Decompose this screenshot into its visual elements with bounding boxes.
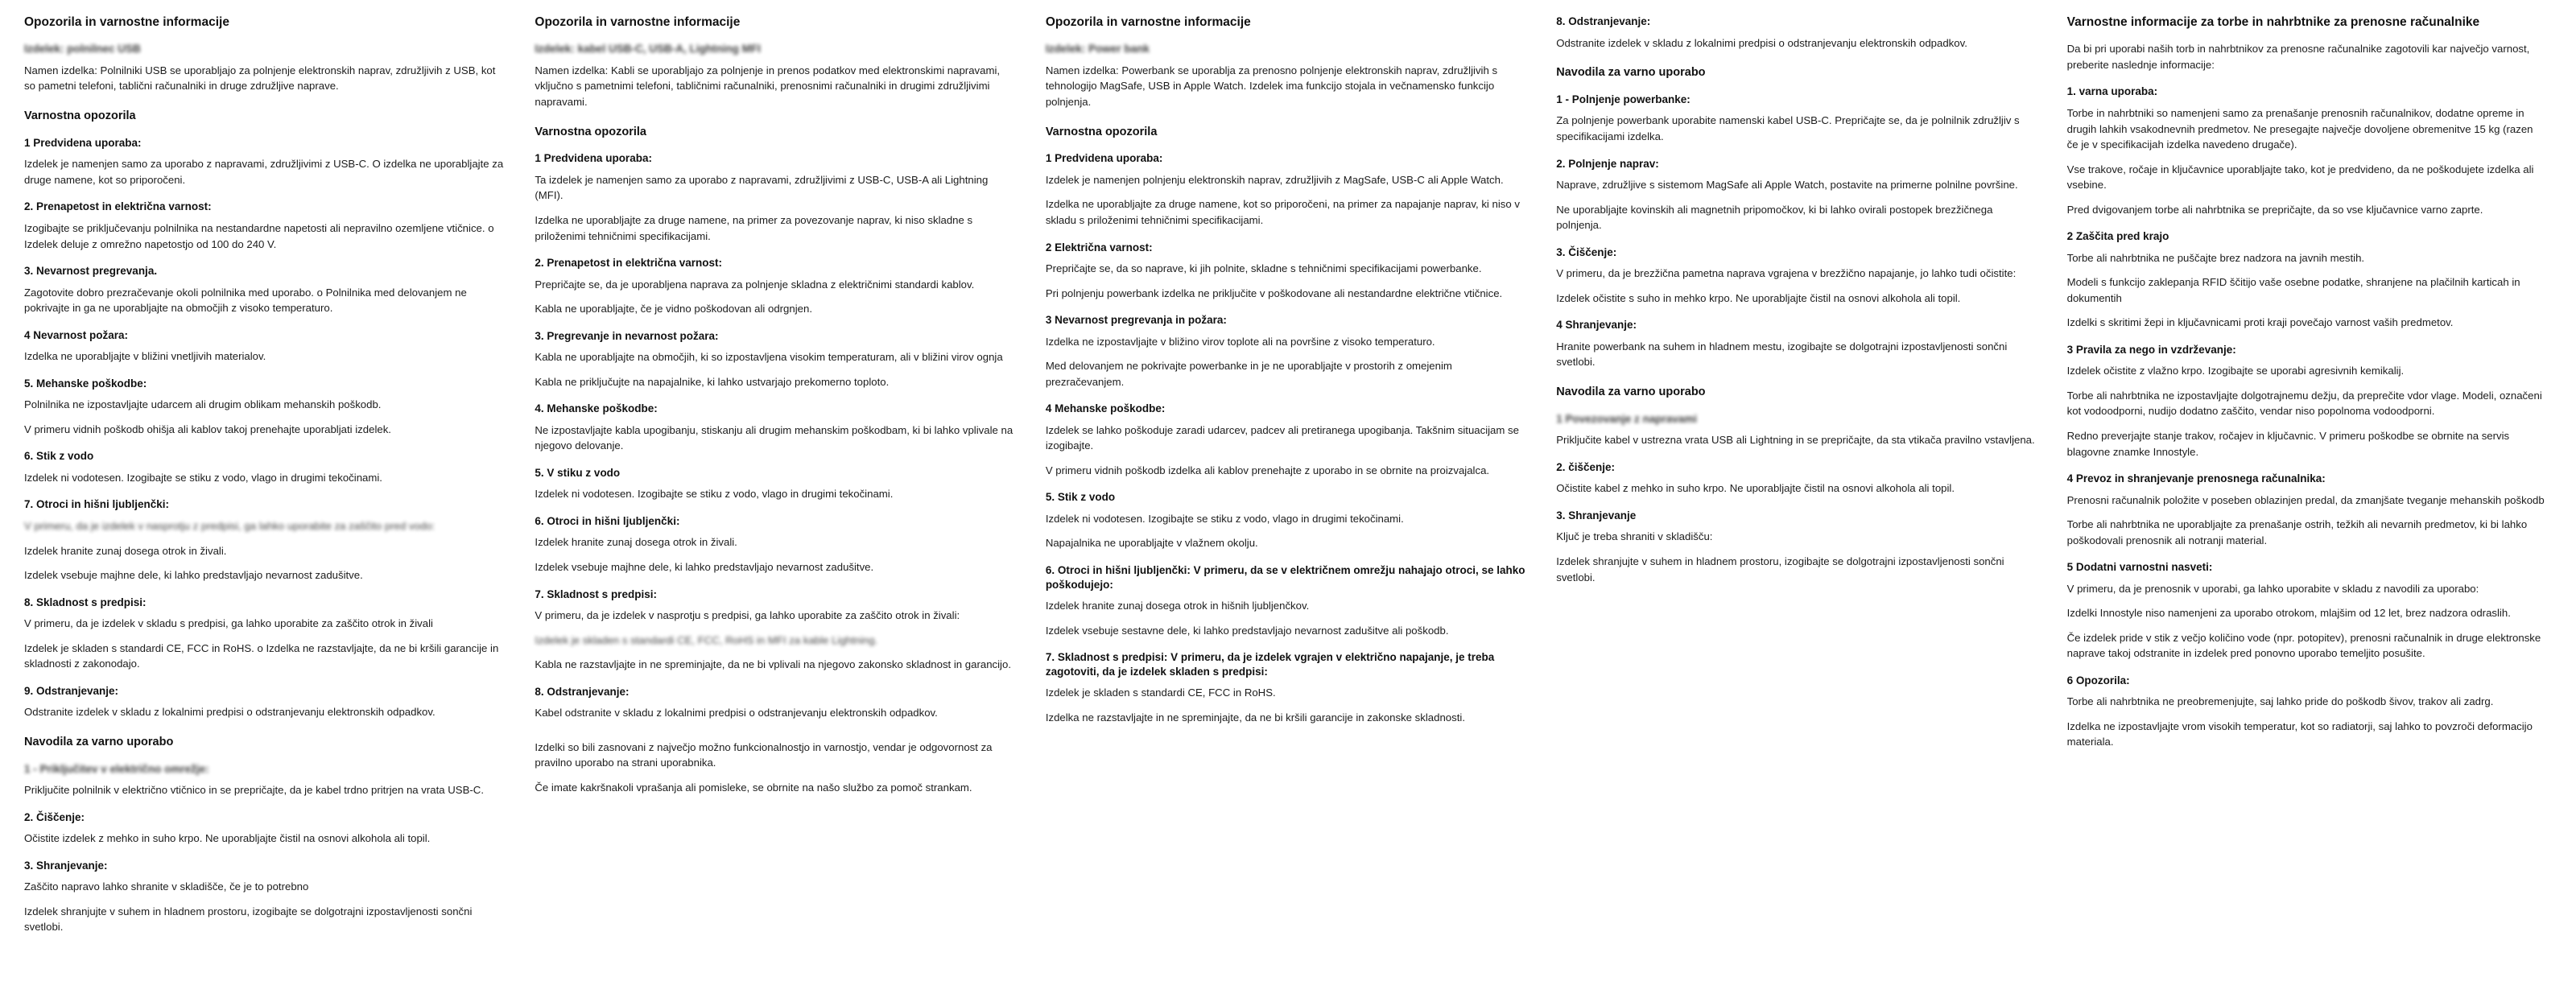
- section-paragraph: Polnilnika ne izpostavljajte udarcem ali drugim oblikam mehanskih poškodb.: [24, 398, 382, 411]
- column-powerbank-continued: [1543, 14, 2054, 1006]
- section-heading: 5. Stik z vodo: [1045, 491, 1116, 504]
- section-paragraph: Izdelek hranite zunaj dosega otrok in živali.: [535, 536, 737, 549]
- section-heading: 5. Mehanske poškodbe:: [24, 377, 147, 390]
- section-paragraph: Odstranite izdelek v skladu z lokalnimi predpisi o odstranjevanju elektronskih odpadkov.: [24, 706, 436, 719]
- section-heading: 6. Stik z vodo: [24, 450, 94, 463]
- section-paragraph: Izdelek je namenjen polnjenju elektronskih naprav, združljivih z MagSafe, USB-C ali Apple Watch.: [1045, 173, 1504, 186]
- section-paragraph: Izdelka ne razstavljajte in ne spreminjajte, da ne bi kršili garancije in zakonske skladnosti.: [1045, 711, 1465, 724]
- warnings-heading: Varnostna opozorila: [535, 125, 646, 138]
- section-heading: 6 Opozorila:: [2066, 674, 2130, 686]
- usage-heading-item: 1 - Priključitev v električno omrežje:: [24, 762, 209, 775]
- section-paragraph: Izogibajte se priključevanju polnilnika na nestandardne napetosti ali nepravilno ozemljene vtičnice. o Izdelek deluje z omrežno napetostjo od 100 do 240 V.: [24, 221, 494, 250]
- section-paragraph: Izdelek vsebuje majhne dele, ki lahko predstavljajo nevarnost zadušitve.: [24, 569, 363, 582]
- usage-paragraph: Za polnjenje powerbank uporabite namenski kabel USB-C. Prepričajte se, da je polnilnik združljiv s specifikacijami izdelka.: [1556, 114, 2020, 142]
- section-paragraph: Izdelek ni vodotesen. Izogibajte se stiku z vodo, vlago in drugimi tekočinami.: [1045, 512, 1404, 525]
- section-paragraph: V primeru, da je prenosnik v uporabi, ga lahko uporabite v skladu z navodili za uporabo:: [2066, 582, 2479, 595]
- column-cables: [522, 14, 1032, 1006]
- product-purpose: Namen izdelka: Polnilniki USB se uporabljajo za polnjenje elektronskih naprav, združljivih z USB, kot so pametni telefoni, tablični računalniki in druge združljive naprave.: [24, 64, 496, 93]
- section-heading: 7. Otroci in hišni ljubljenčki:: [24, 498, 170, 511]
- usage-heading: Navodila za varno uporabo: [24, 735, 174, 748]
- usage-paragraph: V primeru, da je brezžična pametna naprava vgrajena v brezžično napajanje, jo lahko tudi očistite:: [1556, 267, 2017, 280]
- section-paragraph: Torbe ali nahrbtnika ne puščajte brez nadzora na javnih mestih.: [2066, 251, 2365, 264]
- section-paragraph: Izdelki Innostyle niso namenjeni za uporabo otrokom, mlajšim od 12 let, brez nadzora odraslih.: [2066, 607, 2511, 620]
- usage-paragraph: Naprave, združljive s sistemom MagSafe ali Apple Watch, postavite na primerne polnilne površine.: [1556, 179, 2018, 192]
- section-paragraph: Odstranite izdelek v skladu z lokalnimi predpisi o odstranjevanju elektronskih odpadkov.: [1556, 36, 1967, 49]
- section-paragraph: Izdelka ne uporabljajte za druge namene, kot so priporočeni, na primer za napajanje naprav, ki niso v skladu s priloženimi tehničnimi specifikacijami.: [1045, 198, 1520, 226]
- closing-paragraph: Izdelki so bili zasnovani z največjo možno funkcionalnostjo in varnostjo, vendar je odgovornost za pravilno uporabo na strani uporabnika.: [535, 740, 993, 769]
- section-paragraph: Izdelek vsebuje sestavne dele, ki lahko predstavljajo nevarnost zadušitve ali poškodb.: [1045, 624, 1449, 637]
- section-paragraph: Izdelek je namenjen samo za uporabo z napravami, združljivimi z USB-C. O izdelka ne uporabljajte za druge namene, kot so priporočeni.: [24, 158, 504, 186]
- section-heading: 2. Prenapetost in električna varnost:: [535, 257, 722, 270]
- section-heading: 7. Skladnost s predpisi: V primeru, da je izdelek vgrajen v električno napajanje, je treba zagotoviti, da je izdelek skladen s predpisi:: [1045, 651, 1495, 678]
- usage-heading-item: 2. Polnjenje naprav:: [1556, 157, 1659, 170]
- usage-paragraph: Priključite kabel v ustrezna vrata USB ali Lightning in se prepričajte, da sta vtikača pravilno vstavljena.: [1556, 434, 2035, 447]
- section-paragraph: Izdelek ni vodotesen. Izogibajte se stiku z vodo, vlago in drugimi tekočinami.: [535, 488, 894, 501]
- section-heading: 4 Nevarnost požara:: [24, 328, 129, 341]
- section-heading: 9. Odstranjevanje:: [24, 684, 119, 697]
- warnings-heading: Varnostna opozorila: [1045, 125, 1158, 138]
- section-paragraph: Izdelek vsebuje majhne dele, ki lahko predstavljajo nevarnost zadušitve.: [535, 561, 874, 574]
- usage-paragraph: Ne uporabljajte kovinskih ali magnetnih pripomočkov, ki bi lahko ovirali postopek brezžičnega polnjenja.: [1556, 203, 1993, 232]
- usage-paragraph: Izdelek očistite s suho in mehko krpo. Ne uporabljajte čistil na osnovi alkohola ali topil.: [1556, 291, 1961, 304]
- usage-paragraph: Očistite izdelek z mehko in suho krpo. Ne uporabljajte čistil na osnovi alkohola ali topil.: [24, 832, 431, 845]
- section-heading: 3. Nevarnost pregrevanja.: [24, 265, 158, 278]
- usage-paragraph: Izdelek shranjujte v suhem in hladnem prostoru, izogibajte se dolgotrajni izpostavljenosti sončni svetlobi.: [24, 905, 473, 934]
- section-paragraph: Prepričajte se, da so naprave, ki jih polnite, skladne s tehničnimi specifikacijami powerbanke.: [1045, 262, 1482, 275]
- section-paragraph: Izdelek hranite zunaj dosega otrok in živali.: [24, 544, 227, 557]
- section-heading: 5 Dodatni varnostni nasveti:: [2066, 561, 2213, 574]
- column-powerbank: [1033, 14, 1543, 1006]
- section-paragraph: Med delovanjem ne pokrivajte powerbanke in je ne uporabljajte v prostorih z omejenim prezračevanjem.: [1045, 360, 1452, 388]
- page-title: Varnostne informacije za torbe in nahrbtnike za prenosne računalnike: [2066, 15, 2480, 29]
- product-label: Izdelek: kabel USB-C, USB-A, Lightning MFI: [535, 43, 761, 56]
- section-heading: 1 Predvidena uporaba:: [24, 136, 142, 149]
- usage-paragraph: Izdelek shranjujte v suhem in hladnem prostoru, izogibajte se dolgotrajni izpostavljenosti sončni svetlobi.: [1556, 555, 2004, 583]
- section-paragraph: Vse trakove, ročaje in ključavnice uporabljajte tako, kot je predvideno, da ne poškodujete izdelka ali vsebine.: [2066, 163, 2534, 192]
- section-heading: 3 Pravila za nego in vzdrževanje:: [2066, 343, 2236, 356]
- section-paragraph: Ne izpostavljajte kabla upogibanju, stiskanju ali drugim mehanskim poškodbam, ki bi lahko vplivale na njegovo delovanje.: [535, 423, 1013, 452]
- section-heading: 8. Odstranjevanje:: [1556, 15, 1651, 27]
- section-paragraph: Izdelek ni vodotesen. Izogibajte se stiku z vodo, vlago in drugimi tekočinami.: [24, 471, 382, 484]
- section-paragraph: Torbe ali nahrbtnika ne izpostavljajte dolgotrajnemu dežju, da preprečite vdor vlage. Modeli, označeni kot vodoodporni, nudijo dodatno zaščito, vendar niso popolnoma vodoodporni.: [2066, 389, 2542, 418]
- section-paragraph: Torbe ali nahrbtnika ne uporabljajte za prenašanje ostrih, težkih ali nevarnih predmetov, ki bi lahko poškodovali prenosnik ali notranji material.: [2066, 518, 2528, 546]
- section-paragraph: V primeru, da je izdelek v nasprotju s predpisi, ga lahko uporabite za zaščito otrok in živali:: [535, 609, 960, 622]
- section-paragraph: Izdelek je skladen s standardi CE, FCC in RoHS. o Izdelka ne razstavljajte, da ne bi kršili garancije in skladnosti z zakonodajo.: [24, 641, 499, 670]
- section-paragraph: Kabla ne razstavljajte in ne spreminjajte, da ne bi vplivali na njegovo zakonsko skladnost in garancijo.: [535, 658, 1011, 671]
- usage-paragraph: Očistite kabel z mehko in suho krpo. Ne uporabljajte čistil na osnovi alkohola ali topil.: [1556, 482, 1955, 495]
- product-label: Izdelek: polnilnec USB: [24, 43, 141, 56]
- product-purpose: Namen izdelka: Powerbank se uporablja za prenosno polnjenje elektronskih naprav, združljivih s tehnologijo MagSafe, USB in Apple Watch. Izdelek ima funkcijo stojala in večnamensko funkcijo polnjenja.: [1045, 64, 1498, 108]
- section-heading: 1 Predvidena uporaba:: [535, 152, 652, 165]
- section-paragraph: Prepričajte se, da je uporabljena naprava za polnjenje skladna z električnimi standardi kablov.: [535, 278, 975, 291]
- section-paragraph: Prenosni računalnik položite v poseben oblazinjen predal, da zmanjšate tveganje mehanskih poškodb: [2066, 493, 2545, 506]
- section-heading: 4 Mehanske poškodbe:: [1045, 402, 1166, 415]
- section-heading: 8. Odstranjevanje:: [535, 685, 630, 698]
- section-paragraph: Izdelek je skladen s standardi CE, FCC, RoHS in MFI za kable Lightning.: [535, 633, 878, 646]
- usage-heading-item: 3. Čiščenje:: [1556, 245, 1617, 258]
- usage-heading-item: 3. Shranjevanje:: [24, 859, 108, 872]
- section-paragraph: Pred dvigovanjem torbe ali nahrbtnika se prepričajte, da so vse ključavnice varno zaprte.: [2066, 203, 2483, 216]
- section-paragraph: Izdelek očistite z vlažno krpo. Izogibajte se uporabi agresivnih kemikalij.: [2066, 365, 2405, 377]
- section-heading: 3 Nevarnost pregrevanja in požara:: [1045, 314, 1227, 327]
- section-paragraph: V primeru, da je izdelek v skladu s predpisi, ga lahko uporabite za zaščito otrok in živali: [24, 617, 433, 630]
- section-heading: 2. Prenapetost in električna varnost:: [24, 200, 212, 213]
- usage-paragraph: Zaščito napravo lahko shranite v skladišče, če je to potrebno: [24, 880, 309, 893]
- column-usb-charger: [11, 14, 522, 1006]
- section-heading: 5. V stiku z vodo: [535, 466, 621, 479]
- section-paragraph: Kabla ne uporabljajte na območjih, ki so izpostavljena visokim temperaturam, ali v bližini virov ognja: [535, 351, 1003, 364]
- section-heading: 4. Mehanske poškodbe:: [535, 402, 658, 415]
- product-label: Izdelek: Power bank: [1045, 43, 1150, 56]
- section-heading: 7. Skladnost s predpisi:: [535, 588, 657, 600]
- section-paragraph: Kabla ne uporabljajte, če je vidno poškodovan ali odrgnjen.: [535, 303, 812, 315]
- section-paragraph: Modeli s funkcijo zaklepanja RFID ščitijo vaše osebne podatke, shranjene na plačilnih karticah in dokumentih: [2066, 276, 2520, 304]
- section-paragraph: V primeru vidnih poškodb izdelka ali kablov prenehajte z uporabo in se obrnite na proizvajalca.: [1045, 464, 1490, 476]
- closing-paragraph: Če imate kakršnakoli vprašanja ali pomislekе, se obrnite na našo službo za pomoč strankam.: [535, 781, 972, 794]
- section-paragraph: Izdelka ne uporabljajte v bližini vnetljivih materialov.: [24, 350, 266, 363]
- section-paragraph: Redno preverjajte stanje trakov, ročajev in ključavnic. V primeru poškodbe se obrnite na servis blagovne znamke Innostyle.: [2066, 429, 2510, 458]
- section-paragraph: Pri polnjenju powerbank izdelka ne priključite v poškodovane ali nestandardne električne vtičnice.: [1045, 287, 1503, 299]
- section-heading: 1 Predvidena uporaba:: [1045, 152, 1163, 165]
- section-paragraph: Napajalnika ne uporabljajte v vlažnem okolju.: [1045, 537, 1258, 550]
- section-heading: 1. varna uporaba:: [2066, 85, 2158, 98]
- column-backpacks: [2054, 14, 2565, 1006]
- section-heading: 6. Otroci in hišni ljubljenčki: V primeru, da se v električnem omrežju nahajajo otroci, se lahko poškodujejo:: [1045, 564, 1525, 591]
- section-paragraph: Izdelek je skladen s standardi CE, FCC in RoHS.: [1045, 686, 1276, 699]
- section-paragraph: Izdelek se lahko poškoduje zaradi udarcev, padcev ali pretiranega upogibanja. Takšnim situacijam se izogibajte.: [1045, 423, 1519, 452]
- intro-paragraph: Da bi pri uporabi naših torb in nahrbtnikov za prenosne računalnike zagotovili kar največjo varnost, preberite naslednje informacije:: [2066, 43, 2530, 71]
- section-paragraph: Torbe ali nahrbtnika ne preobremenjujte, saj lahko pride do poškodb šivov, trakov ali zadrg.: [2066, 695, 2494, 708]
- usage-paragraph: Hranite powerbank na suhem in hladnem mestu, izogibajte se dolgotrajni izpostavljenosti sončni svetlobi.: [1556, 340, 2008, 369]
- usage-heading-secondary: Navodila za varno uporabo: [1556, 385, 1706, 398]
- section-paragraph: V primeru, da je izdelek v nasprotju z predpisi, ga lahko uporabite za zaščito pred vodo:: [24, 519, 436, 532]
- page-title: Opozorila in varnostne informacije: [535, 15, 741, 29]
- product-purpose: Namen izdelka: Kabli se uporabljajo za polnjenje in prenos podatkov med elektronskimi napravami, vključno s pametnimi telefoni, tabličnimi računalniki, prenosnimi računalniki in drugimi združljivimi napravami.: [535, 64, 1001, 108]
- section-paragraph: Zagotovite dobro prezračevanje okoli polnilnika med uporabo. o Polnilnika med delovanjem ne pokrivajte in ga ne uporabljajte na območjih z visoko temperaturo.: [24, 286, 467, 315]
- section-heading: 8. Skladnost s predpisi:: [24, 596, 147, 608]
- usage-heading-item: 1 - Polnjenje powerbanke:: [1556, 93, 1690, 105]
- section-paragraph: Kabel odstranite v skladu z lokalnimi predpisi o odstranjevanju elektronskih odpadkov.: [535, 707, 938, 719]
- section-paragraph: Izdelki s skritimi žepi in ključavnicami proti kraji povečajo varnost vaših predmetov.: [2066, 316, 2454, 329]
- usage-heading-item: 3. Shranjevanje: [1556, 509, 1637, 522]
- section-heading: 3. Pregrevanje in nevarnost požara:: [535, 329, 719, 342]
- section-paragraph: Kabla ne priključujte na napajalnike, ki lahko ustvarjajo prekomerno toploto.: [535, 375, 890, 388]
- section-heading: 2 Zaščita pred krajo: [2066, 230, 2169, 243]
- usage-heading-item: 2. čiščenje:: [1556, 460, 1616, 473]
- usage-paragraph: Ključ je treba shraniti v skladišču:: [1556, 530, 1713, 543]
- section-paragraph: Izdelka ne izpostavljajte vrom visokih temperatur, kot so radiatorji, saj lahko to povzroči deformacijo materiala.: [2066, 719, 2533, 748]
- section-paragraph: Torbe in nahrbtniki so namenjeni samo za prenašanje prenosnih računalnikov, dodatne opreme in drugih lahkih vsakodnevnih predmetov. Ne presegajte največje dovoljene obremenitve 15 kg (razen če je v specifikacijah izdelka navedeno drugače).: [2066, 106, 2533, 151]
- section-paragraph: Ta izdelek je namenjen samo za uporabo z napravami, združljivimi z USB-C, USB-A ali Lightning (MFI).: [535, 173, 989, 202]
- section-paragraph: Izdelka ne uporabljajte za druge namene, na primer za povezovanje naprav, ki niso skladne s priloženimi tehničnimi specifikacijami.: [535, 213, 973, 242]
- section-heading: 4 Prevoz in shranjevanje prenosnega računalnika:: [2066, 472, 2326, 485]
- section-paragraph: V primeru vidnih poškodb ohišja ali kablov takoj prenehajte uporabljati izdelek.: [24, 423, 391, 435]
- warnings-heading: Varnostna opozorila: [24, 109, 136, 122]
- usage-heading-item: 2. Čiščenje:: [24, 810, 85, 823]
- usage-heading-item: 1 Povezovanje z napravami: [1556, 412, 1698, 425]
- section-paragraph: Če izdelek pride v stik z večjo količino vode (npr. potopitev), prenosni računalnik in druge elektronske naprave takoj odstranite in izdelek pred ponovno uporabo temeljito posušite.: [2066, 631, 2541, 660]
- section-paragraph: Izdelka ne izpostavljajte v bližino virov toplote ali na površine z visoko temperaturo.: [1045, 335, 1435, 348]
- section-paragraph: Izdelek hranite zunaj dosega otrok in hišnih ljubljenčkov.: [1045, 600, 1310, 612]
- page-title: Opozorila in varnostne informacije: [24, 15, 229, 29]
- section-heading: 6. Otroci in hišni ljubljenčki:: [535, 514, 680, 527]
- usage-heading-item: 4 Shranjevanje:: [1556, 319, 1637, 332]
- page-title: Opozorila in varnostne informacije: [1045, 15, 1251, 29]
- usage-heading: Navodila za varno uporabo: [1556, 66, 1706, 80]
- usage-paragraph: Priključite polnilnik v električno vtičnico in se prepričajte, da je kabel trdno pritrjen na vrata USB-C.: [24, 784, 484, 797]
- section-heading: 2 Električna varnost:: [1045, 241, 1153, 254]
